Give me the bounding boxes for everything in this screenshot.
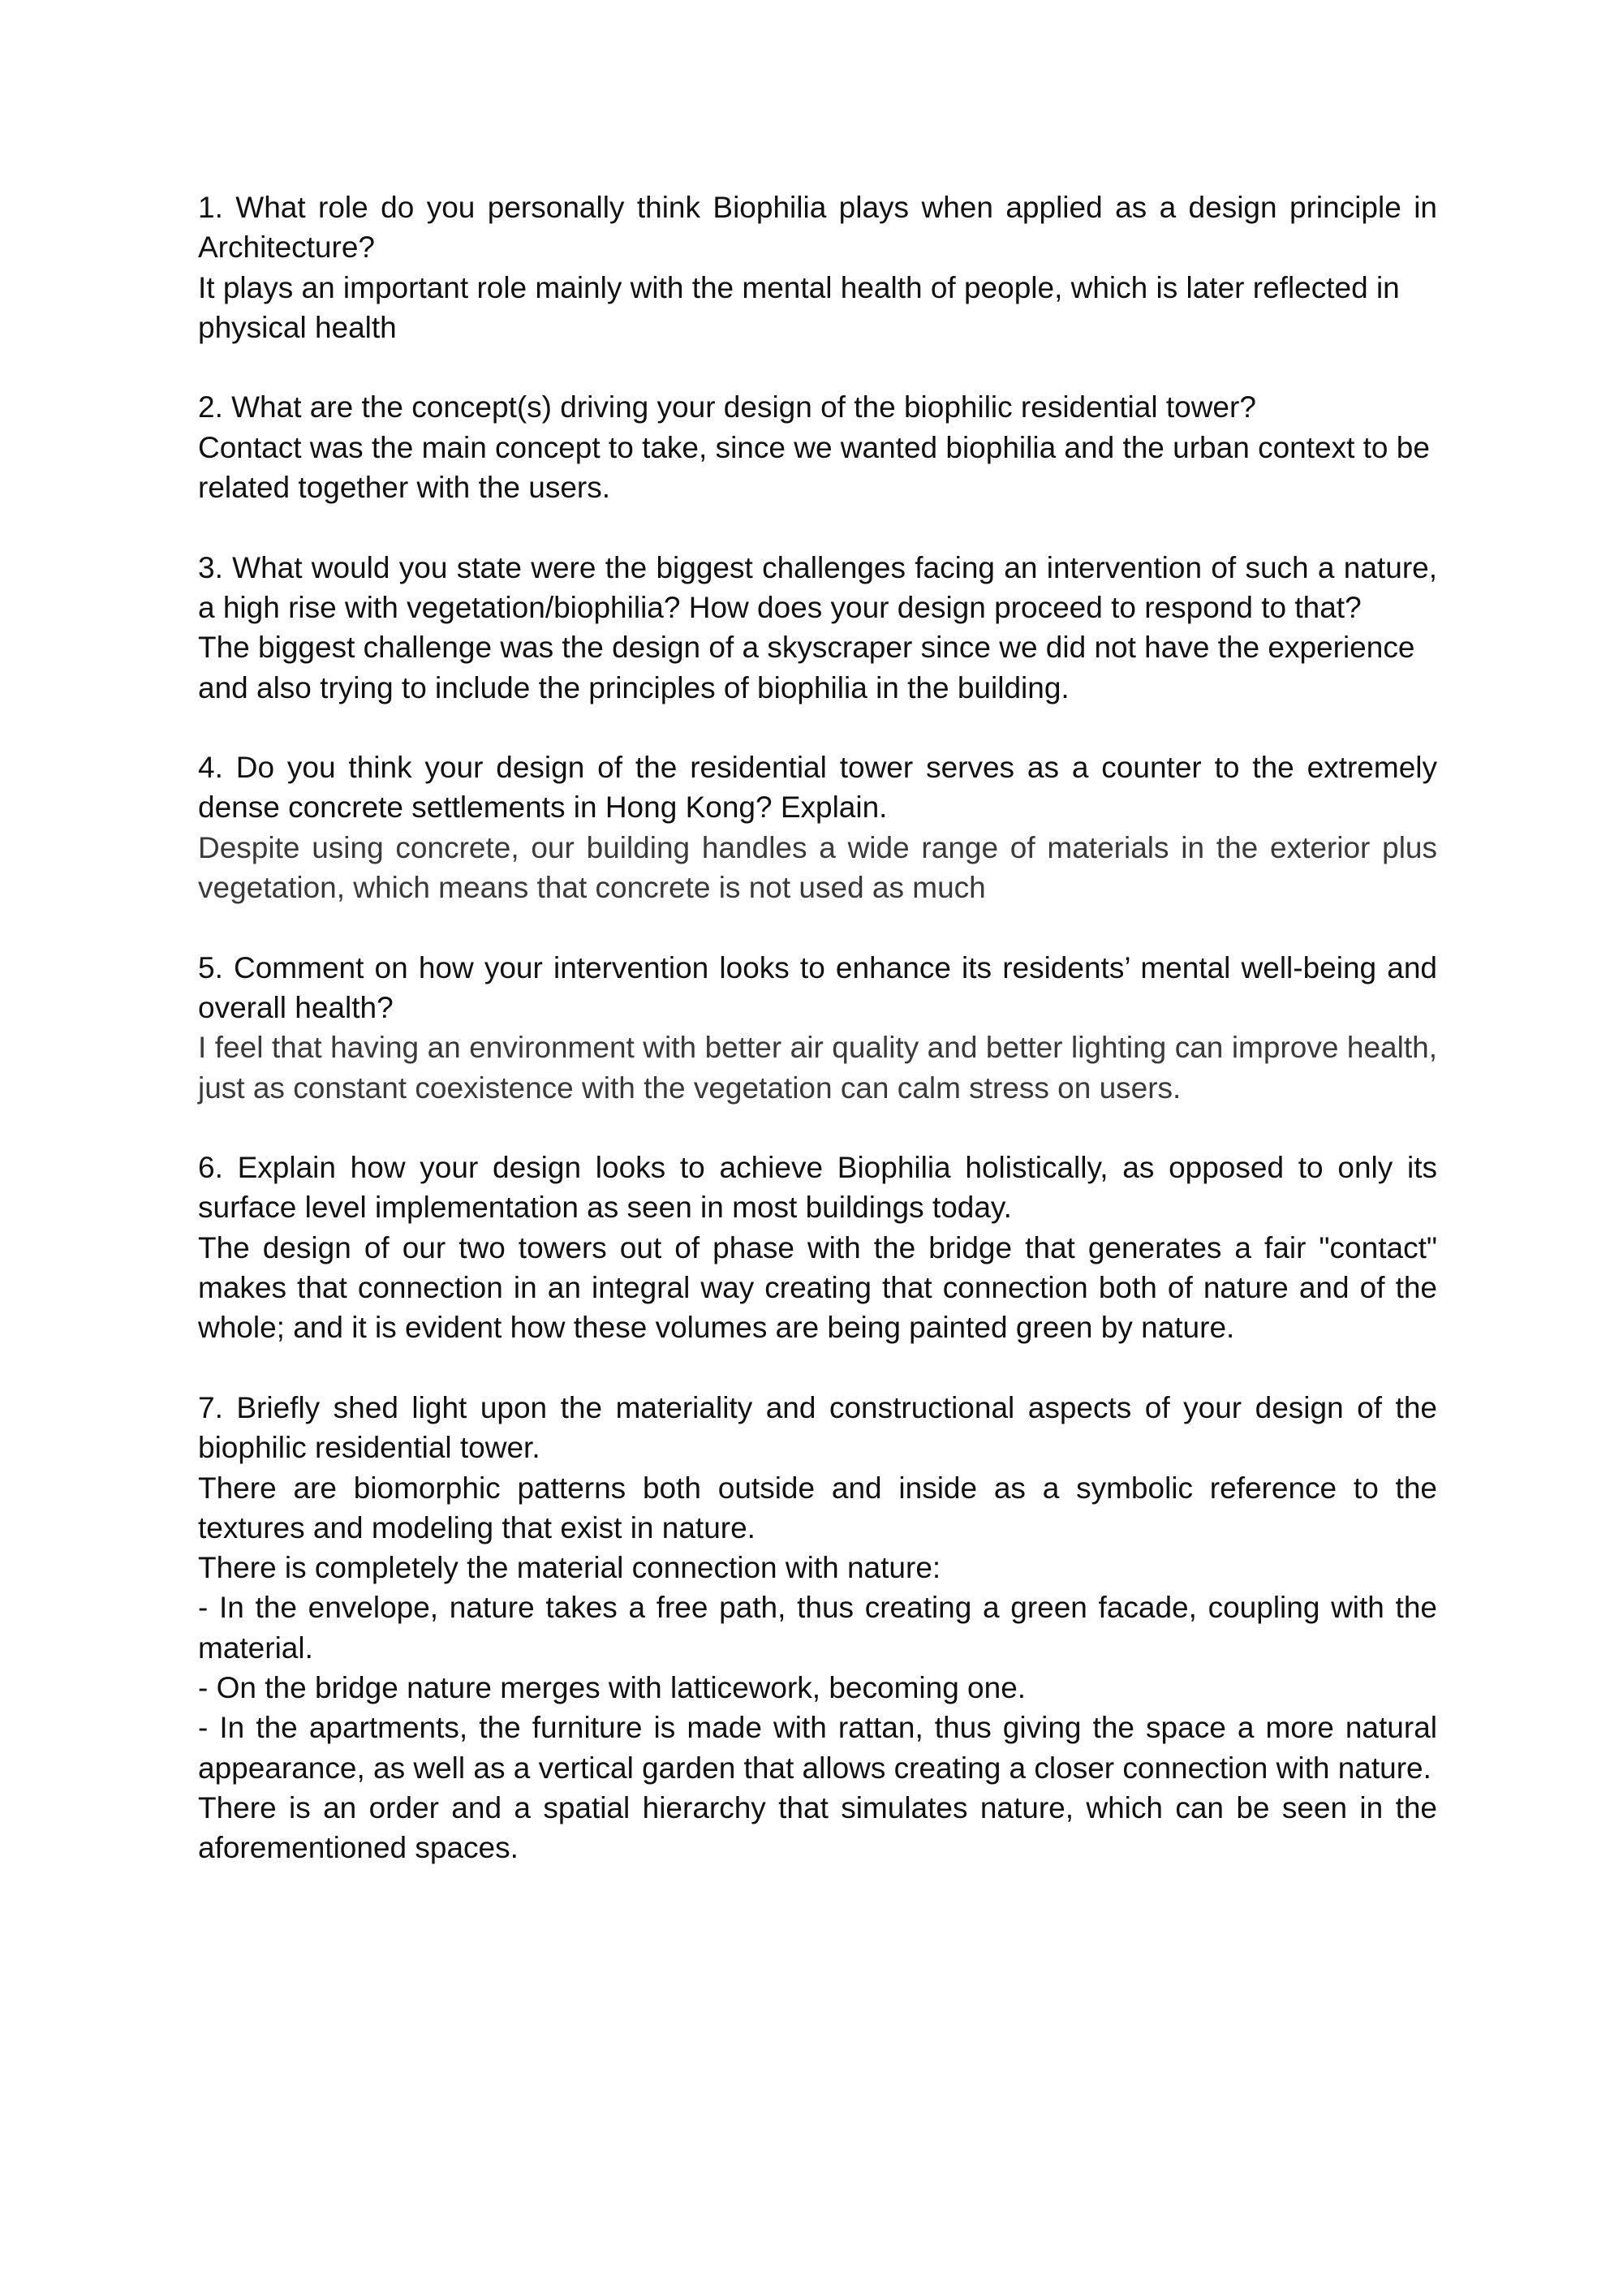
answer-7-line-1: There are biomorphic patterns both outside and inside as a symbolic reference to the textures and modeling that exist in nature. xyxy=(198,1471,1437,1544)
document-body xyxy=(198,187,1437,1908)
answer-7-line-2: There is completely the material connection with nature: xyxy=(198,1551,941,1585)
qa-item-3 xyxy=(198,548,1437,708)
answer-2: Contact was the main concept to take, since we wanted biophilia and the urban context to be related together with the users. xyxy=(198,430,1430,505)
qa-item-4 xyxy=(198,747,1437,907)
answer-6: The design of our two towers out of phase with the bridge that generates a fair "contact" makes that connection in an integral way creating that connection both of nature and of the whole; and it is evident how these volumes are being painted green by nature. xyxy=(198,1230,1437,1345)
question-5: 5. Comment on how your intervention looks to enhance its residents’ mental well-being and overall health? xyxy=(198,950,1437,1024)
answer-1: It plays an important role mainly with the mental health of people, which is later reflected in physical health xyxy=(198,270,1400,344)
question-6: 6. Explain how your design looks to achieve Biophilia holistically, as opposed to only its surface level implementation as seen in most buildings today. xyxy=(198,1151,1437,1225)
question-7: 7. Briefly shed light upon the materiality and constructional aspects of your design of the biophilic residential tower. xyxy=(198,1390,1437,1465)
question-1: 1. What role do you personally think Biophilia plays when applied as a design principle in Architecture? xyxy=(198,191,1437,265)
qa-item-5 xyxy=(198,948,1437,1108)
answer-7-line-3: - In the envelope, nature takes a free path, thus creating a green facade, coupling with the material. xyxy=(198,1591,1437,1665)
qa-item-6 xyxy=(198,1148,1437,1347)
question-4: 4. Do you think your design of the residential tower serves as a counter to the extremely dense concrete settlements in Hong Kong? Explain. xyxy=(198,751,1437,825)
answer-7-line-4: - On the bridge nature merges with latticework, becoming one. xyxy=(198,1670,1027,1704)
answer-4: Despite using concrete, our building handles a wide range of materials in the exterior plus vegetation, which means that concrete is not used as much xyxy=(198,830,1437,905)
question-2: 2. What are the concept(s) driving your design of the biophilic residential tower? xyxy=(198,390,1256,424)
qa-item-7 xyxy=(198,1388,1437,1868)
answer-7-line-5: - In the apartments, the furniture is made with rattan, thus giving the space a more natural appearance, as well as a vertical garden that allows creating a closer connection with nature. xyxy=(198,1711,1437,1785)
answer-5: I feel that having an environment with better air quality and better lighting can improve health, just as constant coexistence with the vegetation can calm stress on users. xyxy=(198,1031,1437,1105)
answer-7-line-6: There is an order and a spatial hierarchy that simulates nature, which can be seen in the aforementioned spaces. xyxy=(198,1790,1437,1865)
answer-3: The biggest challenge was the design of a skyscraper since we did not have the experience and also trying to include the principles of biophilia in the building. xyxy=(198,631,1415,704)
qa-item-2 xyxy=(198,387,1437,507)
question-3: 3. What would you state were the biggest challenges facing an intervention of such a nature, a high rise with vegetation/biophilia? How does your design proceed to respond to that? xyxy=(198,550,1437,624)
qa-item-1 xyxy=(198,187,1437,347)
